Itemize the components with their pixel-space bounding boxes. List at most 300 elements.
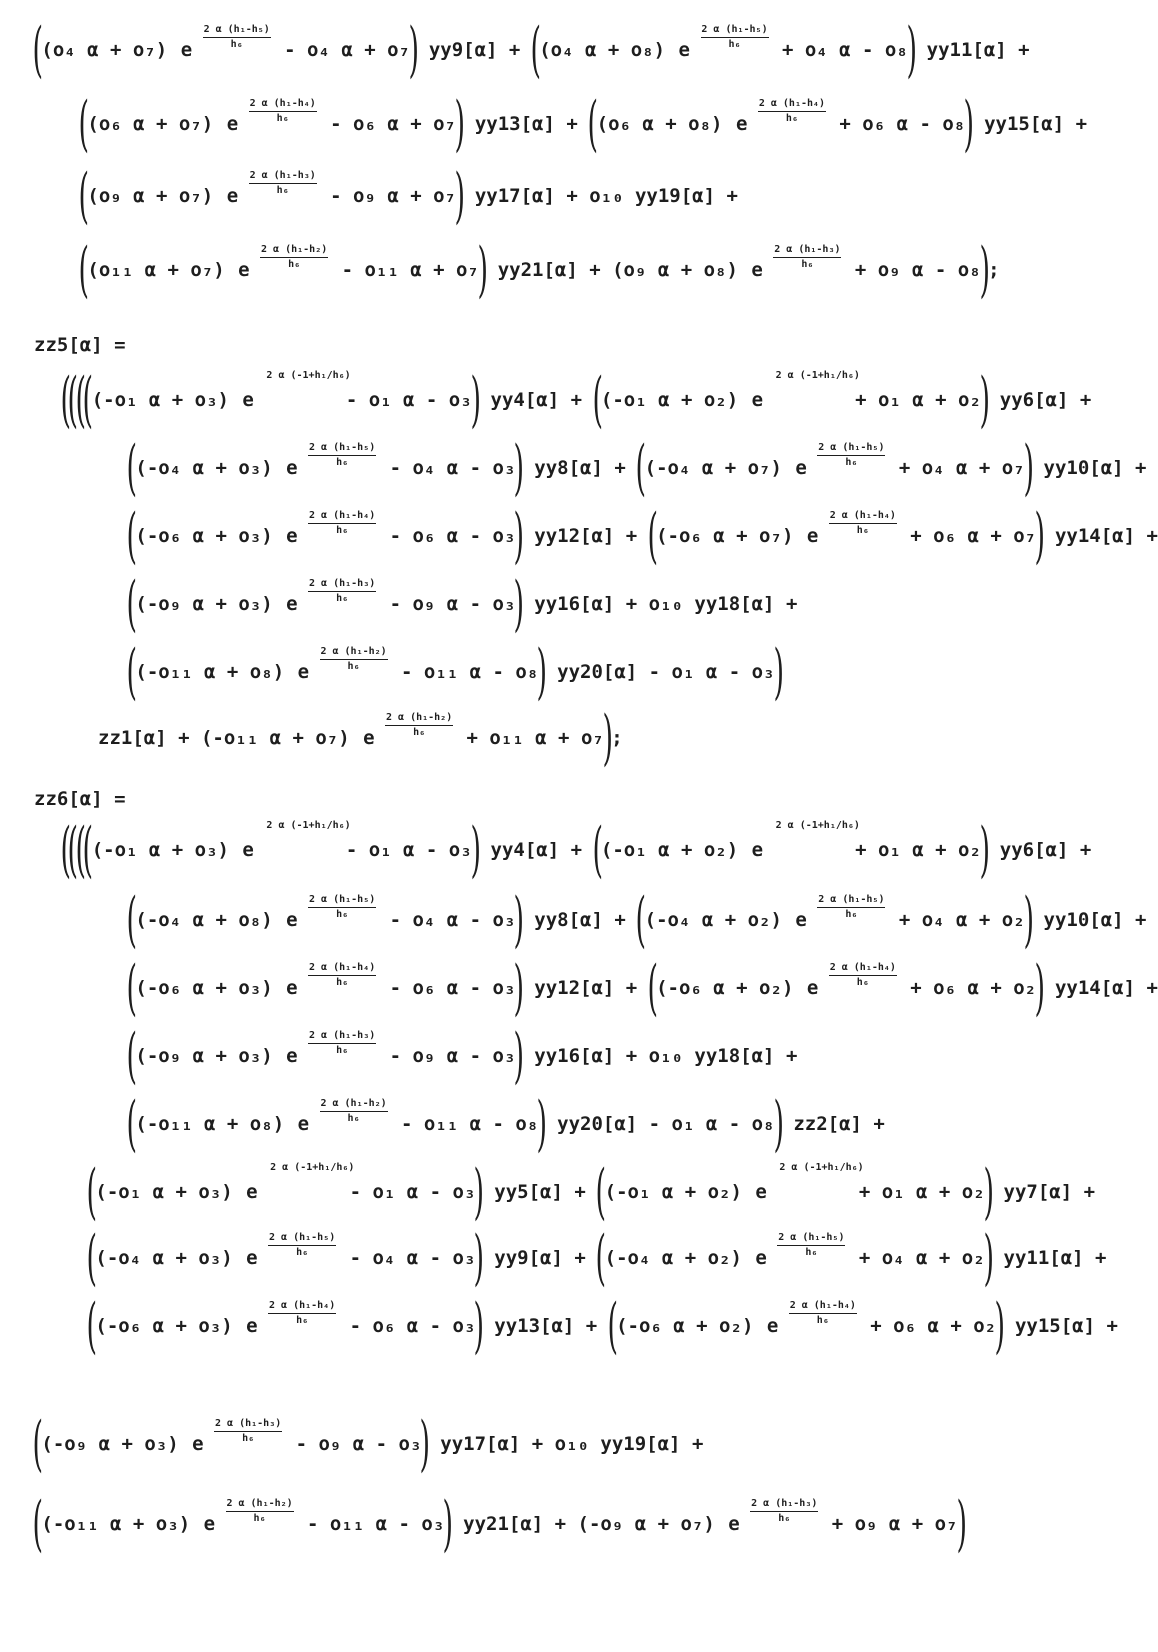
exp-base: e	[242, 839, 254, 861]
exponential-term	[286, 884, 376, 956]
exponent-numerator: 2 α (h₁-h₅)	[701, 24, 769, 38]
large-right-paren: )	[906, 15, 917, 85]
expression-text: + o₁ α + o₂	[843, 389, 981, 411]
expression-text: + o₆ α + o₇	[898, 525, 1037, 547]
exp-base: e	[246, 1315, 258, 1337]
exponent-fraction	[214, 1418, 282, 1445]
expression-text: (-o₁ α + o₂)	[600, 389, 750, 411]
exponent-numerator: 2 α (h₁-h₂)	[385, 712, 453, 726]
large-left-paren: (	[530, 15, 541, 85]
large-left-paren: (	[126, 637, 137, 707]
large-left-paren: (	[595, 1223, 607, 1293]
exponent-denominator: h₆	[845, 909, 858, 920]
exp-base: e	[755, 1181, 767, 1203]
exponent-denominator: h₆	[242, 1433, 255, 1444]
exp-base: e	[755, 1247, 767, 1269]
expression-text: + o₉ α + o₇	[820, 1513, 958, 1535]
exponential-term	[286, 1020, 376, 1092]
exponential-term	[755, 1156, 864, 1228]
large-right-paren: )	[454, 89, 465, 159]
large-right-paren: )	[772, 637, 784, 707]
expression-text: - o₁ α - o₃	[338, 1181, 476, 1203]
exponent-fraction	[266, 370, 350, 383]
expression-line	[128, 952, 1158, 1024]
expression-text: (-o₆ α + o₃)	[95, 1315, 245, 1337]
exp-base: e	[678, 39, 690, 61]
expression-text: (-o₁₁ α + o₃)	[41, 1513, 202, 1535]
large-left-paren: (	[126, 501, 137, 571]
exponential-term	[795, 432, 885, 504]
expression-text: yy17[α] + o₁₀ yy19[α] +	[428, 1433, 704, 1455]
expression-text: + o₁ α + o₂	[843, 839, 981, 861]
exponent-fraction	[249, 98, 317, 125]
zz5-label: zz5[α] =	[34, 334, 126, 356]
exponent-fraction	[817, 442, 885, 469]
expression-text: - o₁ α - o₃	[334, 389, 472, 411]
large-right-paren: )	[470, 365, 481, 435]
exponent-fraction	[270, 1162, 354, 1175]
expression-text: zz2[α] +	[781, 1113, 885, 1135]
large-left-paren: (	[78, 161, 89, 231]
exp-base: e	[180, 39, 193, 61]
large-right-paren: )	[442, 1489, 454, 1559]
large-left-paren: (	[32, 15, 43, 85]
expression-text: yy20[α] - o₁ α - o₈	[545, 1113, 775, 1135]
expression-line	[128, 568, 797, 640]
exponent-denominator: h₆	[336, 1045, 349, 1056]
expression-text: (o₄ α + o₈)	[539, 39, 677, 61]
expression-text: (-o₆ α + o₃)	[135, 525, 285, 547]
exponent-numerator: 2 α (-1+h₁/h₆)	[266, 370, 351, 381]
exponent-denominator: h₆	[336, 593, 349, 604]
expression-text: yy9[α] +	[417, 39, 532, 61]
expression-text: (-o₁₁ α + o₈)	[135, 661, 296, 683]
exponent-fraction	[320, 646, 388, 673]
exponent-numerator: 2 α (h₁-h₅)	[268, 1232, 336, 1246]
exponent-numerator: 2 α (h₁-h₄)	[829, 962, 897, 976]
exponent-numerator: 2 α (h₁-h₂)	[320, 646, 388, 660]
exponent-fraction	[776, 370, 860, 383]
expression-text: yy8[α] +	[522, 457, 638, 479]
expression-text: + o₄ α - o₈	[770, 39, 908, 61]
exp-base: e	[242, 389, 254, 411]
expression-line	[128, 636, 782, 708]
large-left-paren: (	[607, 1291, 618, 1361]
expression-text: (o₆ α + o₇)	[87, 113, 225, 135]
exp-base: e	[286, 909, 298, 931]
expression-line	[88, 1222, 1106, 1294]
exponent-fraction	[268, 1232, 336, 1259]
exponent-denominator: h₆	[336, 525, 349, 536]
exp-base: e	[297, 1113, 310, 1135]
large-right-paren: )	[513, 885, 525, 955]
exponent-denominator: h₆	[347, 661, 360, 672]
expression-text: yy21[α] + (o₉ α + o₈)	[486, 259, 750, 281]
exp-base: e	[735, 113, 748, 135]
exponent-denominator: h₆	[296, 1247, 309, 1258]
exponential-term	[246, 1222, 336, 1294]
exp-base: e	[795, 457, 807, 479]
expression-text: + o₄ α + o₇	[887, 457, 1025, 479]
zz6-label: zz6[α] =	[34, 788, 126, 810]
exponent-numerator: 2 α (h₁-h₄)	[308, 510, 376, 524]
exponential-term	[181, 14, 271, 86]
exponent-fraction	[776, 820, 860, 833]
expression-line	[88, 1290, 1118, 1362]
expression-text: yy8[α] +	[522, 909, 638, 931]
expression-text: (-o₄ α + o₇)	[644, 457, 794, 479]
large-right-paren: )	[983, 1223, 994, 1293]
exponent-fraction	[817, 894, 885, 921]
large-left-paren: (	[126, 953, 137, 1023]
exponent-fraction	[829, 510, 897, 537]
exponential-term	[242, 814, 351, 886]
expression-text: + o₁ α + o₂	[847, 1181, 985, 1203]
expression-text: - o₉ α + o₇	[318, 185, 456, 207]
expression-text: (o₄ α + o₇)	[41, 39, 179, 61]
large-right-paren: )	[408, 15, 419, 85]
expression-text: yy5[α] +	[482, 1181, 598, 1203]
exp-base: e	[751, 389, 764, 411]
exponential-term	[204, 1488, 294, 1560]
expression-text: (-o₆ α + o₇)	[656, 525, 805, 547]
exponent-denominator: h₆	[856, 977, 869, 988]
exponent-numerator: 2 α (h₁-h₃)	[249, 170, 317, 184]
large-left-paren: (	[75, 815, 86, 885]
expression-text: (-o₄ α + o₃)	[135, 457, 285, 479]
exponent-numerator: 2 α (h₁-h₅)	[777, 1232, 845, 1246]
large-right-paren: )	[979, 815, 990, 885]
expression-line	[80, 88, 1087, 160]
expression-text: (-o₁ α + o₂)	[604, 1181, 754, 1203]
exponent-fraction	[268, 1300, 336, 1327]
expression-text: (o₁₁ α + o₇)	[87, 259, 237, 281]
exponent-denominator: h₆	[253, 1513, 266, 1524]
large-left-paren: (	[60, 365, 71, 435]
large-left-paren: (	[635, 885, 647, 955]
exponent-numerator: 2 α (h₁-h₅)	[308, 442, 376, 456]
expression-text: - o₄ α + o₇	[272, 39, 410, 61]
large-right-paren: )	[979, 365, 990, 435]
exponent-numerator: 2 α (h₁-h₃)	[308, 578, 376, 592]
expression-line	[128, 432, 1146, 504]
large-right-paren: )	[994, 1291, 1006, 1361]
expression-text: (-o₆ α + o₂)	[656, 977, 805, 999]
expression-text: - o₉ α - o₃	[378, 1045, 516, 1067]
exponent-numerator: 2 α (h₁-h₅)	[308, 894, 376, 908]
large-right-paren: )	[536, 637, 548, 707]
large-right-paren: )	[473, 1223, 485, 1293]
exp-base: e	[286, 457, 298, 479]
large-left-paren: (	[78, 89, 89, 159]
large-left-paren: (	[126, 433, 137, 503]
expression-text: - o₄ α - o₃	[338, 1247, 476, 1269]
exponential-term	[755, 1222, 845, 1294]
exponent-fraction	[758, 98, 826, 125]
expression-text: yy15[α] +	[1003, 1315, 1118, 1337]
large-left-paren: (	[647, 501, 658, 571]
exponential-term	[679, 14, 769, 86]
large-left-paren: (	[591, 365, 603, 435]
expression-text: - o₉ α - o₃	[378, 593, 516, 615]
large-right-paren: )	[536, 1089, 548, 1159]
expression-line	[128, 884, 1146, 956]
exponential-term	[246, 1290, 336, 1362]
exponential-term	[286, 568, 376, 640]
exp-base: e	[246, 1181, 258, 1203]
exp-base: e	[286, 525, 298, 547]
large-left-paren: (	[32, 1489, 43, 1559]
expression-text: yy12[α] +	[522, 977, 649, 999]
expression-line	[80, 234, 1000, 306]
expression-text: - o₆ α + o₇	[318, 113, 456, 135]
expression-text: - o₁₁ α - o₈	[389, 661, 539, 683]
large-right-paren: )	[513, 569, 525, 639]
expression-text: (-o₆ α + o₃)	[135, 977, 285, 999]
large-left-paren: (	[647, 953, 658, 1023]
exp-base: e	[806, 525, 819, 547]
large-right-paren: )	[1023, 885, 1034, 955]
exponent-fraction	[260, 244, 328, 271]
large-right-paren: )	[1023, 433, 1034, 503]
exponential-term	[286, 500, 376, 572]
exponent-fraction	[308, 962, 376, 989]
exponent-numerator: 2 α (-1+h₁/h₆)	[266, 820, 351, 831]
large-right-paren: )	[419, 1409, 431, 1479]
expression-text: + o₆ α - o₈	[827, 113, 966, 135]
expression-line	[62, 364, 1091, 436]
exp-base: e	[806, 977, 819, 999]
large-left-paren: (	[86, 1157, 97, 1227]
exponent-denominator: h₆	[816, 1315, 829, 1326]
expression-text: - o₁₁ α + o₇	[330, 259, 479, 281]
large-right-paren: )	[1034, 953, 1046, 1023]
exponent-denominator: h₆	[336, 457, 349, 468]
large-right-paren: )	[772, 1089, 784, 1159]
exponent-denominator: h₆	[347, 1113, 360, 1124]
exponent-numerator: 2 α (h₁-h₅)	[817, 894, 885, 908]
exponent-denominator: h₆	[413, 727, 426, 738]
large-left-paren: (	[67, 815, 79, 885]
large-left-paren: (	[126, 569, 137, 639]
exponent-fraction	[773, 244, 841, 271]
expression-line	[34, 1408, 703, 1480]
large-left-paren: (	[67, 365, 79, 435]
large-right-paren: )	[513, 433, 525, 503]
large-right-paren: )	[979, 235, 990, 305]
expression-line	[88, 1156, 1095, 1228]
expression-text: (-o₁ α + o₂)	[600, 839, 750, 861]
large-right-paren: )	[1034, 501, 1046, 571]
exponential-term	[751, 814, 860, 886]
expression-text: yy11[α] +	[992, 1247, 1107, 1269]
exp-base: e	[297, 661, 310, 683]
exponential-term	[795, 884, 885, 956]
large-right-paren: )	[513, 1021, 525, 1091]
exponent-numerator: 2 α (h₁-h₄)	[789, 1300, 857, 1314]
exponent-numerator: 2 α (-1+h₁/h₆)	[775, 820, 860, 831]
exponent-denominator: h₆	[785, 113, 798, 124]
expression-text: - o₄ α - o₃	[378, 457, 516, 479]
expression-text: (-o₄ α + o₃)	[95, 1247, 245, 1269]
large-left-paren: (	[635, 433, 647, 503]
large-right-paren: )	[470, 815, 481, 885]
exponent-fraction	[320, 1098, 388, 1125]
large-left-paren: (	[82, 815, 94, 885]
expression-text: (-o₁ α + o₃)	[91, 839, 241, 861]
large-left-paren: (	[75, 365, 86, 435]
large-right-paren: )	[473, 1291, 485, 1361]
expression-text: + o₆ α + o₂	[898, 977, 1037, 999]
exponent-denominator: h₆	[336, 977, 349, 988]
expression-text: yy13[α] +	[463, 113, 590, 135]
exponent-fraction	[308, 442, 376, 469]
exponent-fraction	[249, 170, 317, 197]
exponent-numerator: 2 α (h₁-h₃)	[750, 1498, 818, 1512]
expression-line	[62, 814, 1091, 886]
expression-line	[128, 1020, 797, 1092]
exponential-term	[227, 160, 317, 232]
expression-text: yy10[α] +	[1032, 909, 1147, 931]
exponential-term	[246, 1156, 355, 1228]
exponent-numerator: 2 α (-1+h₁/h₆)	[779, 1162, 864, 1173]
large-left-paren: (	[86, 1223, 97, 1293]
exponent-numerator: 2 α (h₁-h₅)	[203, 24, 271, 38]
expression-text: - o₁₁ α - o₈	[389, 1113, 539, 1135]
large-right-paren: )	[473, 1157, 485, 1227]
exponential-term	[192, 1408, 282, 1480]
large-left-paren: (	[595, 1157, 607, 1227]
expression-text: yy14[α] +	[1043, 525, 1158, 547]
exponent-numerator: 2 α (h₁-h₄)	[829, 510, 897, 524]
exponential-term	[238, 234, 328, 306]
exponent-denominator: h₆	[288, 259, 301, 270]
large-left-paren: (	[60, 815, 71, 885]
exponential-term	[363, 702, 453, 774]
exponent-fraction	[308, 510, 376, 537]
expression-text: (-o₁ α + o₃)	[95, 1181, 245, 1203]
large-right-paren: )	[602, 703, 613, 773]
exponent-numerator: 2 α (h₁-h₄)	[308, 962, 376, 976]
exponent-fraction	[779, 1162, 863, 1175]
expression-text: + o₆ α + o₂	[858, 1315, 997, 1337]
exponent-denominator: h₆	[230, 39, 243, 50]
exponent-denominator: h₆	[276, 185, 289, 196]
exponent-denominator: h₆	[336, 909, 349, 920]
exp-base: e	[226, 185, 239, 207]
large-left-paren: (	[82, 365, 94, 435]
expression-text: - o₆ α - o₃	[378, 525, 516, 547]
expression-line	[34, 14, 1030, 86]
expression-text: (-o₉ α + o₃)	[41, 1433, 191, 1455]
exponent-fraction	[829, 962, 897, 989]
exponential-term	[767, 1290, 857, 1362]
exponent-numerator: 2 α (h₁-h₂)	[260, 244, 328, 258]
exponent-numerator: 2 α (h₁-h₅)	[817, 442, 885, 456]
expression-text: + o₄ α + o₂	[847, 1247, 985, 1269]
expression-text: - o₁ α - o₃	[334, 839, 472, 861]
expression-text: (o₉ α + o₇)	[87, 185, 225, 207]
expression-text: yy14[α] +	[1043, 977, 1158, 999]
exp-base: e	[238, 259, 250, 281]
exponent-fraction	[701, 24, 769, 51]
expression-text: yy13[α] +	[482, 1315, 609, 1337]
exponent-denominator: h₆	[845, 457, 858, 468]
expression-text: (o₆ α + o₈)	[596, 113, 734, 135]
exponent-fraction	[308, 1030, 376, 1057]
exp-base: e	[795, 909, 807, 931]
exponent-denominator: h₆	[728, 39, 741, 50]
expression-text: - o₁₁ α - o₃	[295, 1513, 445, 1535]
large-right-paren: )	[963, 89, 975, 159]
expression-text: yy7[α] +	[992, 1181, 1096, 1203]
exponent-numerator: 2 α (-1+h₁/h₆)	[775, 370, 860, 381]
large-left-paren: (	[587, 89, 599, 159]
expression-text: yy11[α] +	[915, 39, 1030, 61]
expression-line	[98, 702, 623, 774]
exponent-numerator: 2 α (h₁-h₃)	[214, 1418, 282, 1432]
exponential-term	[728, 1488, 818, 1560]
exp-base: e	[246, 1247, 258, 1269]
exp-base: e	[286, 593, 298, 615]
exp-base: e	[363, 727, 375, 749]
exponential-term	[736, 88, 826, 160]
expression-text: yy6[α] +	[988, 839, 1092, 861]
expression-text: yy20[α] - o₁ α - o₃	[545, 661, 775, 683]
exponent-denominator: h₆	[805, 1247, 818, 1258]
expression-line	[128, 1088, 885, 1160]
exponential-term	[227, 88, 317, 160]
exponential-term	[298, 636, 388, 708]
large-left-paren: (	[32, 1409, 43, 1479]
exponent-denominator: h₆	[276, 113, 289, 124]
exp-base: e	[286, 977, 298, 999]
exponent-fraction	[750, 1498, 818, 1525]
large-left-paren: (	[591, 815, 603, 885]
expression-text: yy4[α] +	[479, 839, 594, 861]
exp-base: e	[766, 1315, 779, 1337]
expression-text: yy16[α] + o₁₀ yy18[α] +	[522, 1045, 798, 1067]
exp-base: e	[192, 1433, 204, 1455]
large-right-paren: )	[513, 501, 525, 571]
expression-text: yy10[α] +	[1032, 457, 1147, 479]
exp-base: e	[226, 113, 239, 135]
exponent-fraction	[308, 578, 376, 605]
exponential-term	[286, 952, 376, 1024]
expression-text: (-o₁₁ α + o₈)	[135, 1113, 296, 1135]
expression-text: (-o₁ α + o₃)	[91, 389, 241, 411]
large-right-paren: )	[955, 1489, 967, 1559]
exponential-term	[242, 364, 351, 436]
expression-text: yy21[α] + (-o₉ α + o₇)	[451, 1513, 727, 1535]
expression-text: + o₁₁ α + o₇	[455, 727, 604, 749]
large-right-paren: )	[513, 953, 525, 1023]
large-left-paren: (	[126, 1089, 137, 1159]
expression-text: (-o₄ α + o₂)	[604, 1247, 754, 1269]
large-left-paren: (	[78, 235, 89, 305]
large-right-paren: )	[983, 1157, 994, 1227]
large-left-paren: (	[126, 885, 137, 955]
exponent-numerator: 2 α (h₁-h₄)	[249, 98, 317, 112]
exponent-denominator: h₆	[778, 1513, 791, 1524]
exponent-numerator: 2 α (h₁-h₃)	[773, 244, 841, 258]
exponent-numerator: 2 α (h₁-h₂)	[226, 1498, 294, 1512]
exponent-fraction	[226, 1498, 294, 1525]
exponent-numerator: 2 α (h₁-h₂)	[320, 1098, 388, 1112]
expression-text: (-o₆ α + o₂)	[616, 1315, 765, 1337]
exp-base: e	[751, 839, 764, 861]
exponential-term	[298, 1088, 388, 1160]
